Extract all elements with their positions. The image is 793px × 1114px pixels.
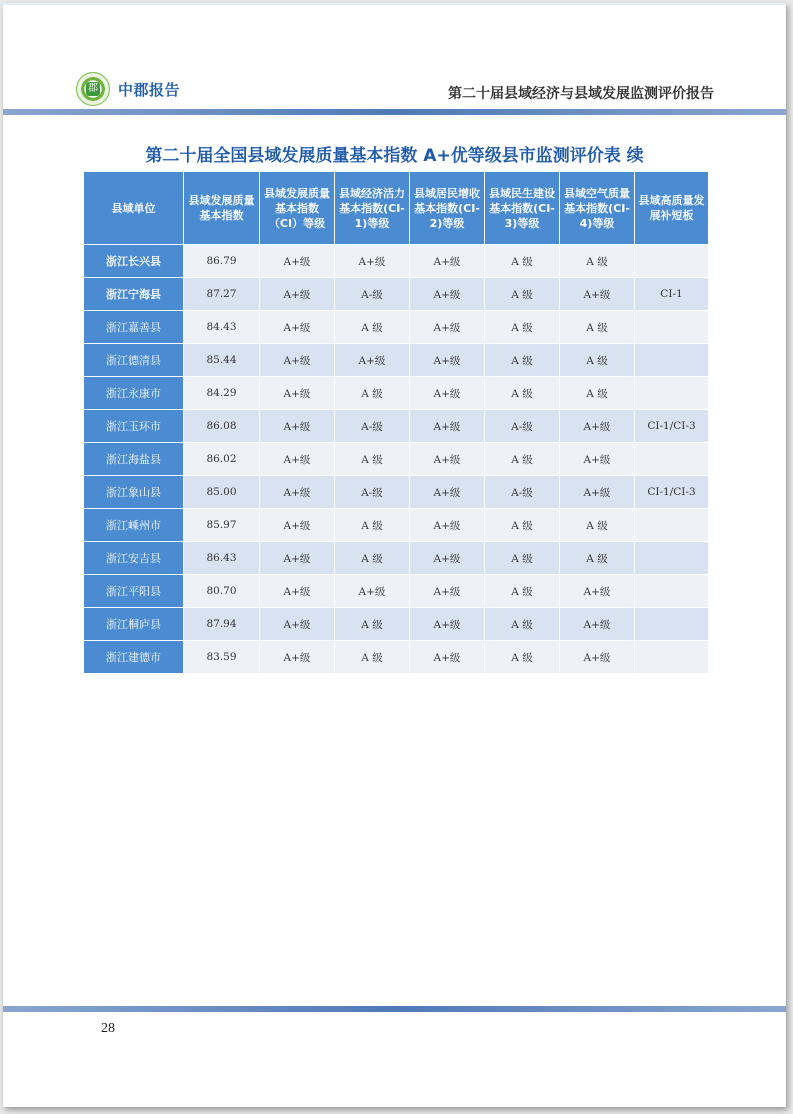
table-cell: 86.43 [184,542,260,575]
county-name-cell: 浙江宁海县 [84,278,184,311]
table-cell: A 级 [485,542,560,575]
county-name-cell: 浙江建德市 [84,641,184,674]
table-row [84,641,709,674]
table-cell: A-级 [485,476,560,509]
table-cell: A+级 [410,575,485,608]
column-header: 县域空气质量基本指数(CI-4)等级 [560,172,635,245]
table-row [84,509,709,542]
table-cell: A+级 [335,245,410,278]
table-cell: 80.70 [184,575,260,608]
table-cell: 87.94 [184,608,260,641]
table-cell: A+级 [560,575,635,608]
table-cell: A 级 [485,245,560,278]
table-cell: A+级 [410,311,485,344]
header-rule [3,109,786,115]
table-cell: A-级 [335,410,410,443]
table-cell: A+级 [410,509,485,542]
table-cell: A+级 [410,542,485,575]
document-page [3,3,786,1107]
table-cell: 86.08 [184,410,260,443]
table-cell: A 级 [335,542,410,575]
table-cell: A+级 [260,641,335,674]
table-cell: A 级 [560,509,635,542]
table-cell: A+级 [410,377,485,410]
table-row [84,344,709,377]
table-cell: 87.27 [184,278,260,311]
table-cell [635,245,709,278]
county-name-cell: 浙江平阳县 [84,575,184,608]
county-name-cell: 浙江长兴县 [84,245,184,278]
table-row [84,377,709,410]
table-cell: A+级 [260,476,335,509]
table-cell: A-级 [335,476,410,509]
table-cell: CI-1/CI-3 [635,476,709,509]
table-cell: A 级 [485,311,560,344]
column-header: 县域居民增收基本指数(CI-2)等级 [410,172,485,245]
county-name-cell: 浙江海盐县 [84,443,184,476]
table-cell: A+级 [410,608,485,641]
table-cell: 83.59 [184,641,260,674]
column-header: 县域单位 [84,172,184,245]
table-cell [635,443,709,476]
table-cell: CI-1 [635,278,709,311]
county-name-cell: 浙江安吉县 [84,542,184,575]
county-name-cell: 浙江永康市 [84,377,184,410]
table-cell: A+级 [410,245,485,278]
table-cell: A 级 [485,443,560,476]
table-title: 第二十届全国县域发展质量基本指数 A+优等级县市监测评价表 续 [145,146,644,166]
table-cell: A+级 [260,542,335,575]
table-row [84,608,709,641]
table-cell: A+级 [410,641,485,674]
table-cell: 85.97 [184,509,260,542]
table-cell: A 级 [485,608,560,641]
table-cell: A 级 [485,641,560,674]
table-cell: A 级 [485,278,560,311]
top-edge [3,3,786,5]
table-cell: A+级 [260,278,335,311]
table-cell: 84.43 [184,311,260,344]
table-cell: A+级 [260,245,335,278]
table-cell: 86.02 [184,443,260,476]
table-row [84,278,709,311]
table-cell: A+级 [560,278,635,311]
table-cell: A 级 [335,641,410,674]
table-cell: A+级 [260,443,335,476]
county-name-cell: 浙江桐庐县 [84,608,184,641]
table-cell: A+级 [560,443,635,476]
table-cell [635,575,709,608]
column-header: 县域发展质量基本指数 [184,172,260,245]
table-cell: A+级 [260,509,335,542]
table-cell: A+级 [410,410,485,443]
table-cell: A 级 [485,575,560,608]
table-cell: A+级 [260,575,335,608]
county-name-cell: 浙江嵊州市 [84,509,184,542]
county-name-cell: 浙江象山县 [84,476,184,509]
table-cell: A 级 [335,608,410,641]
column-header: 县域高质量发展补短板 [635,172,709,245]
table-row [84,245,709,278]
table-row [84,476,709,509]
report-title: 第二十届县域经济与县域发展监测评价报告 [448,86,714,102]
footer-rule [3,1006,786,1012]
table-cell: A 级 [560,344,635,377]
table-row [84,575,709,608]
table-cell: A 级 [560,542,635,575]
table-cell: A 级 [560,245,635,278]
table-cell: A 级 [560,311,635,344]
table-cell: A+级 [260,608,335,641]
table-cell: A+级 [260,311,335,344]
table-cell: A+级 [260,344,335,377]
table-header-row [84,172,709,245]
table-cell: A+级 [260,377,335,410]
table-cell: A+级 [560,641,635,674]
table-cell [635,377,709,410]
column-header: 县域发展质量基本指数（CI）等级 [260,172,335,245]
table-row [84,443,709,476]
table-cell: A+级 [410,344,485,377]
table-cell [635,311,709,344]
table-cell: CI-1/CI-3 [635,410,709,443]
table-cell: A+级 [335,344,410,377]
table-cell: A+级 [560,476,635,509]
table-cell: 86.79 [184,245,260,278]
table-cell: 84.29 [184,377,260,410]
table-row [84,311,709,344]
table-cell: A-级 [485,410,560,443]
table-cell: A 级 [335,443,410,476]
logo-emblem-icon [76,72,110,106]
county-name-cell: 浙江玉环市 [84,410,184,443]
table-cell: A 级 [485,509,560,542]
logo-glyph: 郡 [88,83,98,94]
table-cell: A+级 [560,410,635,443]
county-name-cell: 浙江嘉善县 [84,311,184,344]
table-cell: 85.00 [184,476,260,509]
table-cell: A+级 [560,608,635,641]
table-cell: A+级 [260,410,335,443]
table-cell: A 级 [485,377,560,410]
table-cell: A+级 [410,278,485,311]
table-cell: A 级 [335,377,410,410]
logo [76,72,180,106]
table-cell [635,542,709,575]
table-cell: A 级 [485,344,560,377]
table-cell: A+级 [335,575,410,608]
table-row [84,410,709,443]
table-cell [635,344,709,377]
table-cell [635,509,709,542]
column-header: 县域民生建设基本指数(CI-3)等级 [485,172,560,245]
page-number: 28 [101,1021,115,1036]
table-cell: A 级 [335,311,410,344]
table-cell [635,641,709,674]
table-cell: 85.44 [184,344,260,377]
column-header: 县域经济活力基本指数(CI-1)等级 [335,172,410,245]
table-row [84,542,709,575]
table-cell: A-级 [335,278,410,311]
table-cell [635,608,709,641]
logo-text: 中郡报告 [118,80,181,99]
evaluation-table [83,171,709,674]
table-cell: A+级 [410,476,485,509]
table-cell: A 级 [560,377,635,410]
table-cell: A 级 [335,509,410,542]
table-cell: A+级 [410,443,485,476]
county-name-cell: 浙江德清县 [84,344,184,377]
